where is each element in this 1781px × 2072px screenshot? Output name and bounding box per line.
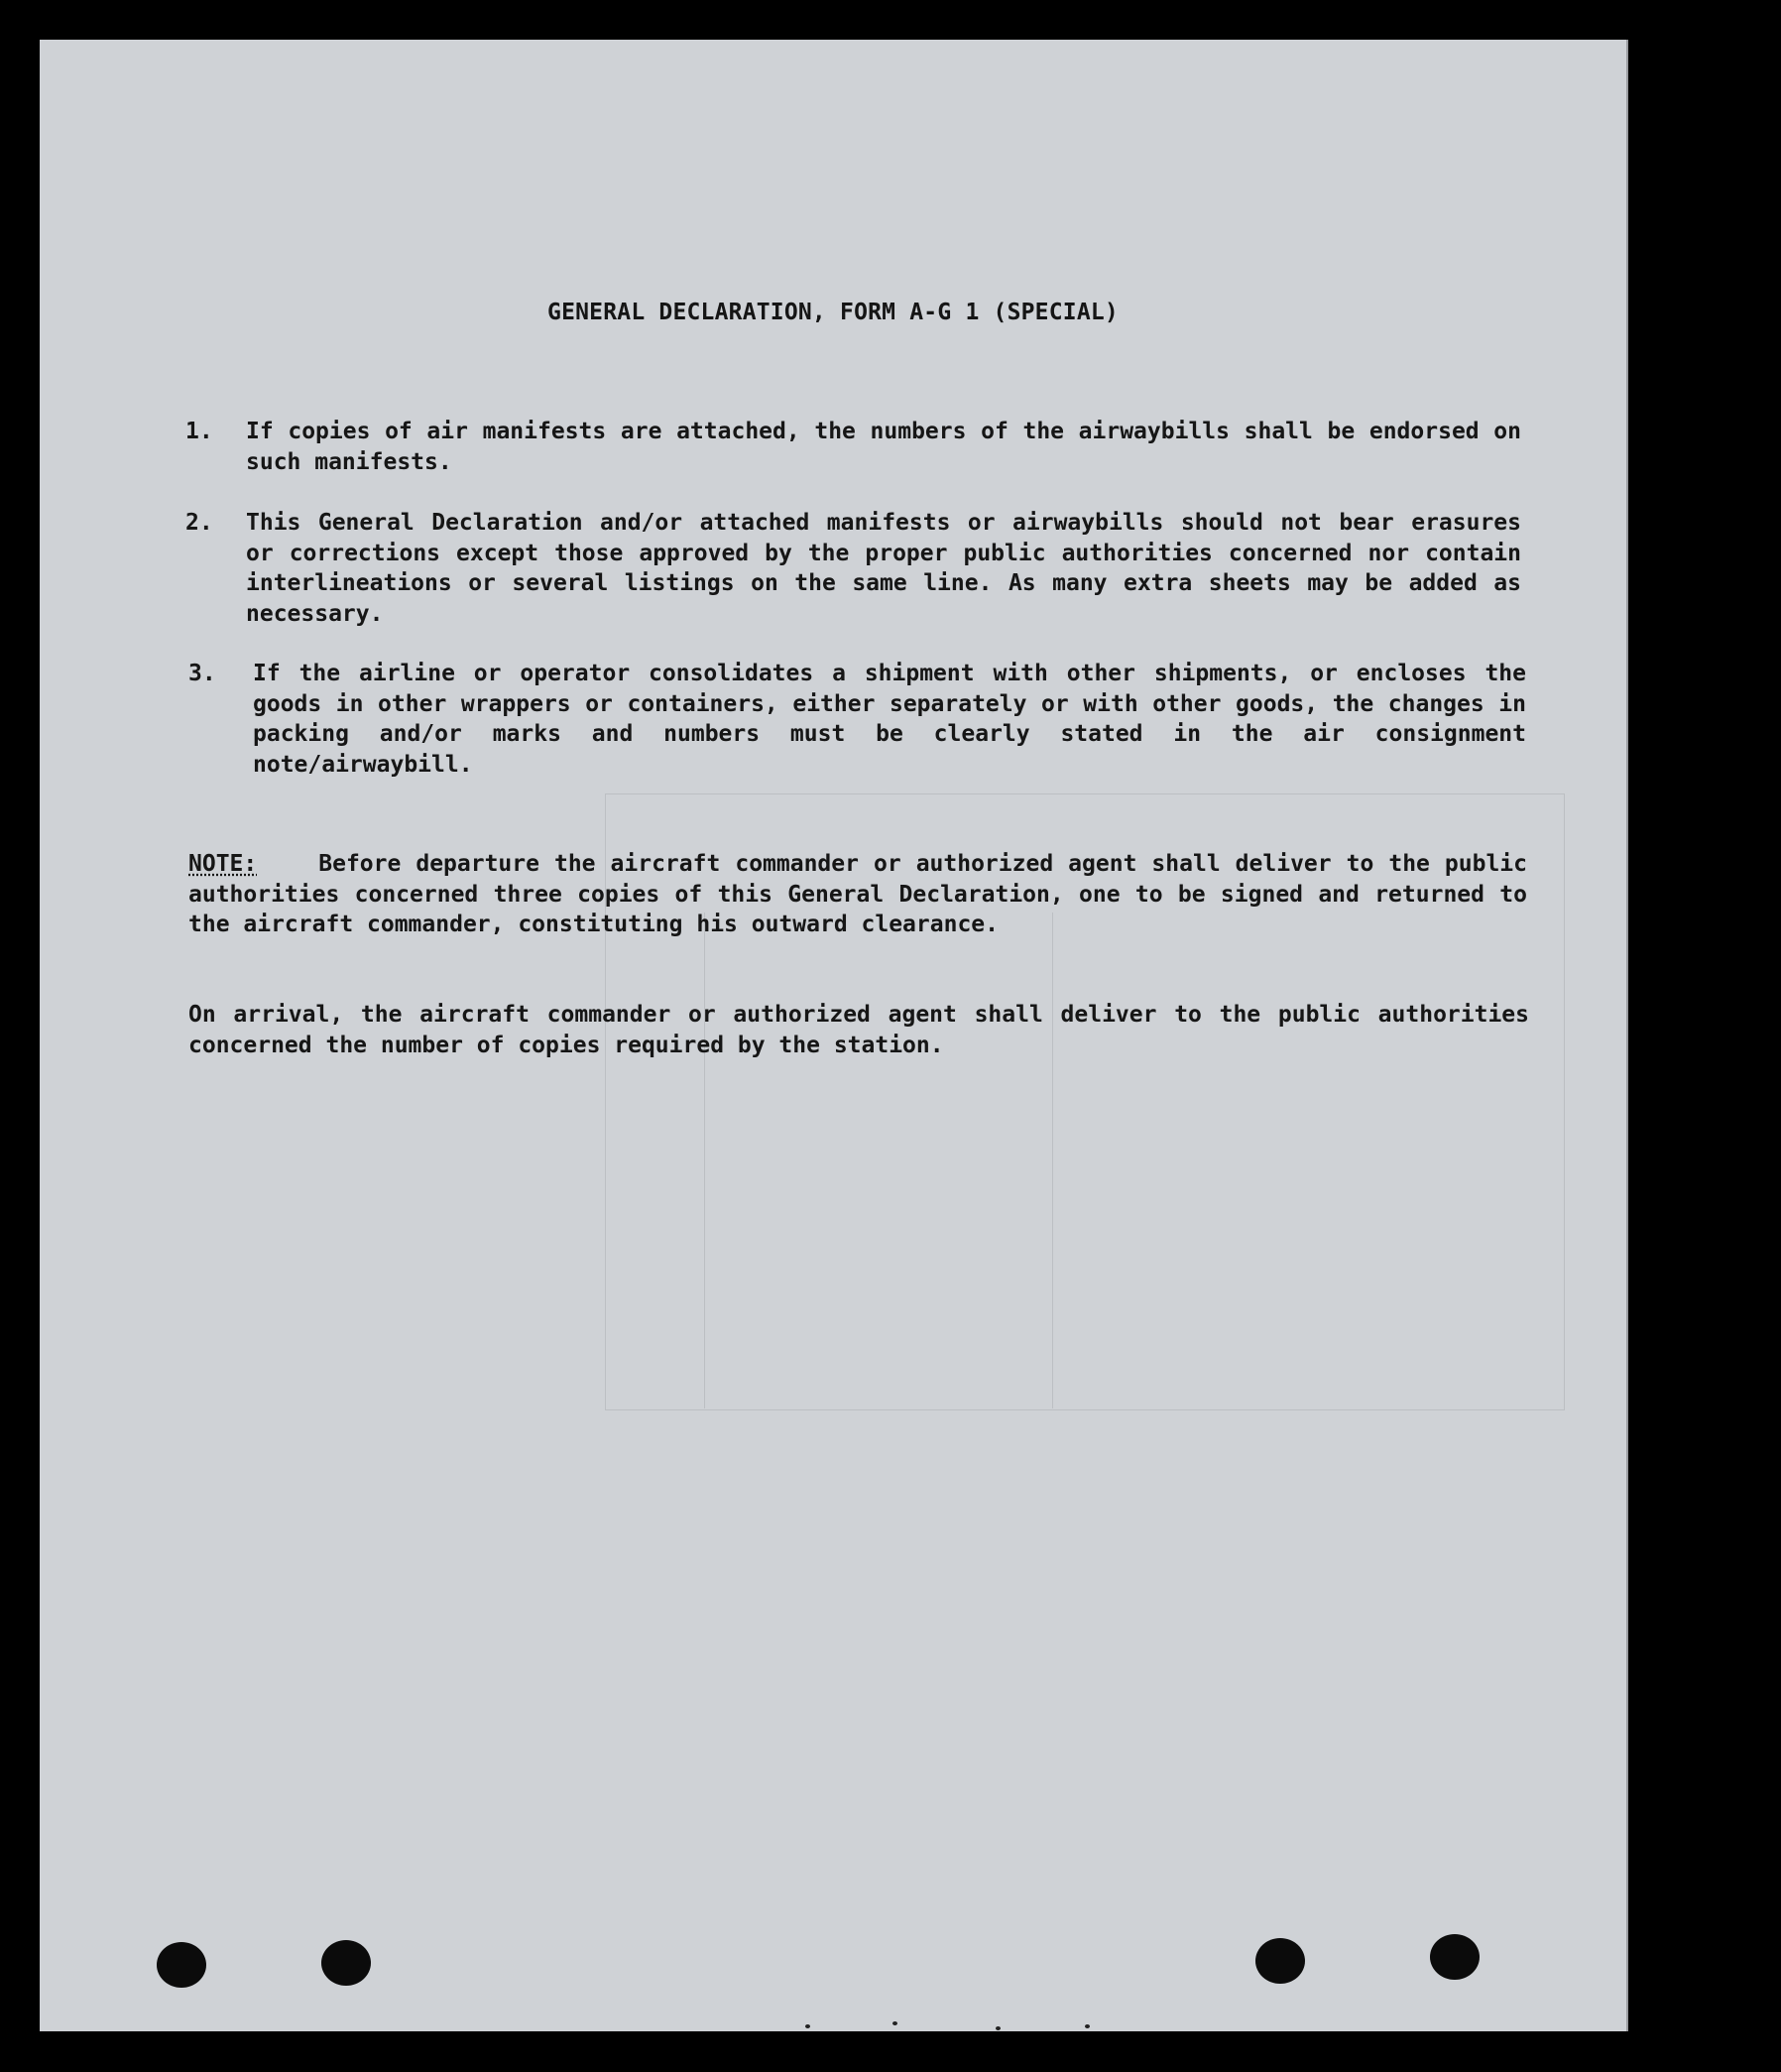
speck — [1085, 2024, 1090, 2028]
item-number: 3. — [188, 661, 216, 686]
item-number: 2. — [185, 510, 213, 536]
document-title: GENERAL DECLARATION, FORM A-G 1 (SPECIAL) — [547, 300, 1119, 325]
punch-hole — [1430, 1934, 1480, 1980]
punch-hole — [157, 1942, 206, 1988]
speck — [805, 2024, 810, 2028]
bleed-through-column — [704, 913, 1053, 1408]
note-paragraph — [188, 849, 1527, 940]
punch-hole — [321, 1940, 371, 1986]
item-text: If copies of air manifests are attached, the numbers of the airwaybills shall be endorsed on such manifests. — [246, 419, 1521, 475]
speck — [892, 2021, 897, 2025]
item-text: This General Declaration and/or attached manifests or airwaybills should not bear erasures or corrections except those approved by the proper public authorities concerned nor contain interlineations or several listings on the same line. As many extra sheets may be added as necessary. — [246, 510, 1521, 627]
note-label: NOTE: — [188, 851, 258, 877]
document-page — [40, 40, 1626, 2031]
speck — [996, 2026, 1001, 2030]
page-edge — [1626, 40, 1628, 2031]
note-text: Before departure the aircraft commander or authorized agent shall deliver to the public authorities concerned three copies of this General Declaration, one to be signed and returned to the aircraft commander, constituting his outward clearance. — [188, 851, 1527, 937]
arrival-paragraph: On arrival, the aircraft commander or authorized agent shall deliver to the public authorities concerned the number of copies required by the station. — [188, 1002, 1529, 1058]
item-text: If the airline or operator consolidates a shipment with other shipments, or encloses the goods in other wrappers or containers, either separately or with other goods, the changes in packing and/or marks and numbers must be clearly stated in the air consignment note/airwaybill. — [253, 661, 1526, 778]
item-number: 1. — [185, 419, 213, 444]
punch-hole — [1255, 1938, 1305, 1984]
